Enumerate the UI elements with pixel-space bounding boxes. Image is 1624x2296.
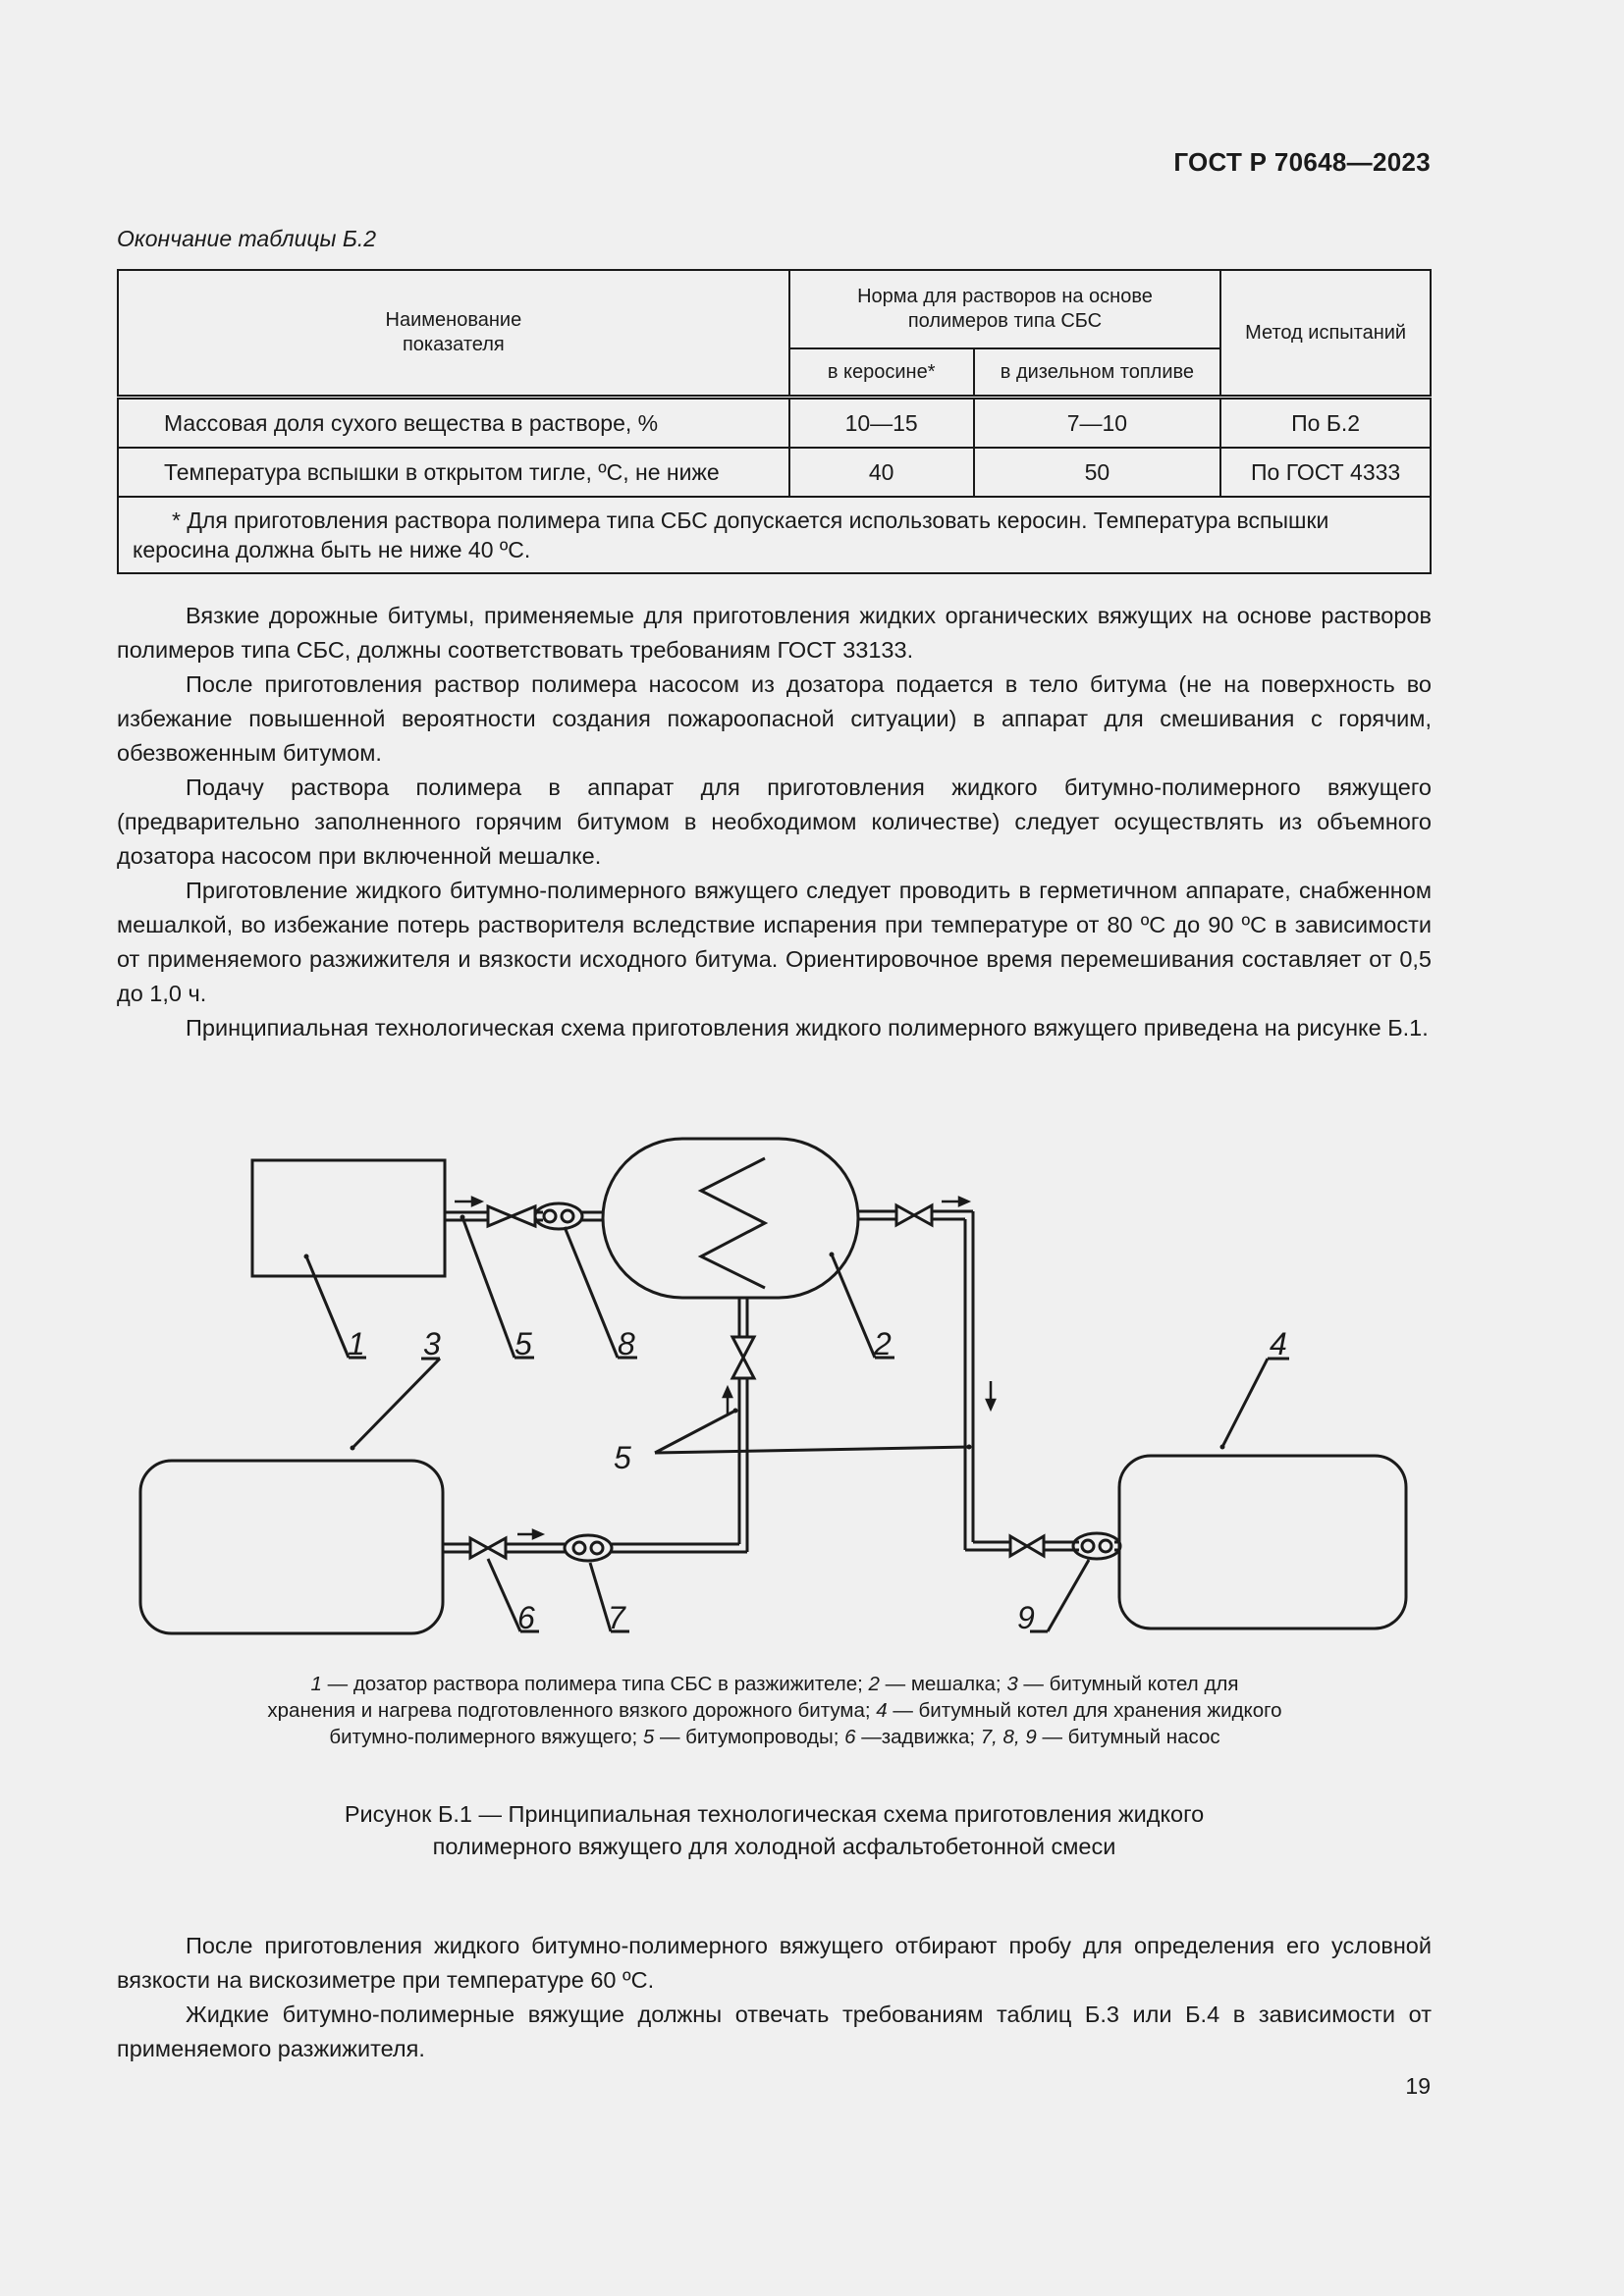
row-method: По ГОСТ 4333 [1220,448,1431,497]
table-footnote: * Для приготовления раствора полимера типа СБС допускается использовать керосин. Температура вспышки керосина должна быть не ниже 40 ºС. [118,497,1431,573]
requirements-table [117,269,1432,574]
paragraph: После приготовления раствор полимера насосом из дозатора подается в тело битума (не на поверхность во избежание повышенной вероятности создания пожароопасной ситуации) в аппарат для смешивания с горячим, обезвоженным битумом. [117,671,1432,766]
mixer-vessel [603,1139,858,1298]
table-caption: Окончание таблицы Б.2 [117,226,377,251]
row-diesel: 7—10 [974,398,1221,449]
process-diagram [117,1119,1432,1649]
valve-6 [470,1538,506,1558]
table-row [118,448,1431,497]
valve-vertical [732,1337,754,1378]
binder-boiler [1119,1456,1406,1629]
row-kerosene: 10—15 [789,398,974,449]
body-text-top [117,599,1432,1045]
valve-1 [488,1206,535,1226]
heating-coil [701,1158,765,1288]
callout-9: 9 [1017,1600,1035,1635]
row-diesel: 50 [974,448,1221,497]
table-note-row [118,497,1431,573]
header-diesel: в дизельном топливе [974,348,1221,398]
polymer-dosing-unit [252,1160,445,1276]
document-code: ГОСТ Р 70648—2023 [1173,147,1431,177]
paragraph: После приготовления жидкого битумно-полимерного вяжущего отбирают пробу для определения его условной вязкости на вискозиметре при температуре 60 ºС. [117,1933,1432,1993]
paragraph: Жидкие битумно-полимерные вяжущие должны отвечать требованиям таблиц Б.3 или Б.4 в зависимости от применяемого разжижителя. [117,2002,1432,2061]
body-text-bottom [117,1929,1432,2066]
row-indicator: Массовая доля сухого вещества в растворе, % [118,398,789,449]
valve-9 [1010,1536,1044,1556]
bitumen-boiler [140,1461,443,1633]
paragraph: Принципиальная технологическая схема приготовления жидкого полимерного вяжущего приведена на рисунке Б.1. [186,1015,1429,1041]
valve-2 [896,1205,932,1225]
row-kerosene: 40 [789,448,974,497]
paragraph: Подачу раствора полимера в аппарат для приготовления жидкого битумно-полимерного вяжущего (предварительно заполненного горячим битумом в необходимом количестве) следует осуществлять из объемного дозатора насосом при включенной мешалке. [117,774,1432,869]
callout-7: 7 [608,1600,625,1635]
callout-5-pipes: 5 [614,1440,631,1475]
row-indicator: Температура вспышки в открытом тигле, ºС, не ниже [118,448,789,497]
callout-2: 2 [874,1326,892,1362]
paragraph: Вязкие дорожные битумы, применяемые для приготовления жидких органических вяжущих на основе растворов полимеров типа СБС, должны соответствовать требованиям ГОСТ 33133. [117,603,1432,663]
header-norm-group: Норма для растворов на основе полимеров типа СБС [789,270,1220,348]
callout-4: 4 [1270,1326,1287,1362]
page-number: 19 [1405,2073,1431,2099]
figure-legend: 1 — дозатор раствора полимера типа СБС в разжижителе; 2 — мешалка; 3 — битумный котел для хранения и нагрева подготовленного вязкого дорожного битума; 4 — битумный котел для хранения жидкого битумно-полимерного вяжущего; 5 — битумопроводы; 6 —задвижка; 7, 8, 9 — битумный насос [267,1673,1282,1748]
callout-3: 3 [423,1326,441,1362]
callout-5-top: 5 [514,1326,532,1362]
header-test-method: Метод испытаний [1220,270,1431,398]
figure-title: Рисунок Б.1 — Принципиальная технологическая схема приготовления жидкого полимерного вяжущего для холодной асфальтобетонной смеси [344,1801,1205,1859]
pump-9 [1073,1533,1120,1559]
callout-8: 8 [618,1326,635,1362]
callout-6: 6 [517,1600,535,1635]
pump-8 [535,1203,582,1229]
row-method: По Б.2 [1220,398,1431,449]
paragraph: Приготовление жидкого битумно-полимерного вяжущего следует проводить в герметичном аппарате, снабженном мешалкой, во избежание потерь растворителя вследствие испарения при температуре от 80 ºС до 90 ºС в зависимости от применяемого разжижителя и вязкости исходного битума. Ориентировочное время перемешивания составляет от 0,5 до 1,0 ч. [117,878,1432,1006]
table-row [118,398,1431,449]
pump-7 [565,1535,612,1561]
header-indicator-name: Наименование показателя [118,270,789,398]
callout-1: 1 [348,1326,365,1362]
header-kerosene: в керосине* [789,348,974,398]
